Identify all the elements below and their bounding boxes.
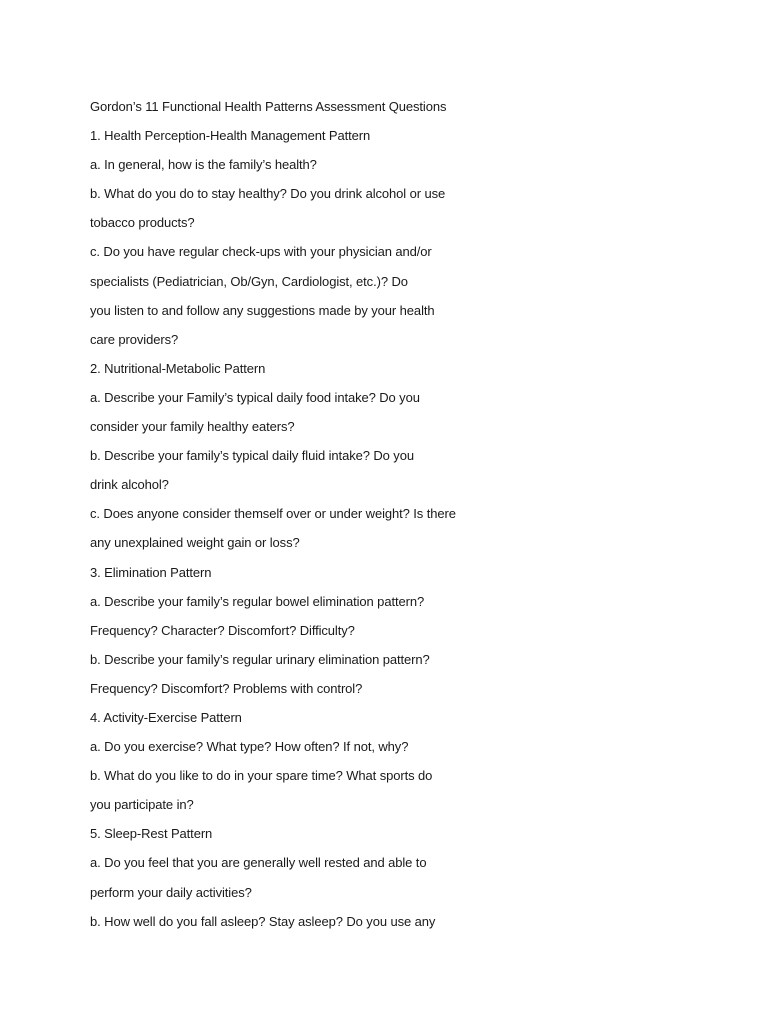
question-line: Frequency? Character? Discomfort? Difficulty?	[90, 622, 355, 638]
question-line: Frequency? Discomfort? Problems with control?	[90, 680, 363, 696]
section-heading-nutritional-metabolic: 2. Nutritional-Metabolic Pattern	[90, 360, 266, 376]
question-line: any unexplained weight gain or loss?	[90, 535, 300, 551]
question-line: consider your family healthy eaters?	[90, 419, 295, 435]
question-line: tobacco products?	[90, 215, 195, 231]
question-line: a. In general, how is the family’s health?	[90, 157, 317, 173]
question-line: you participate in?	[90, 797, 194, 813]
question-line: b. What do you do to stay healthy? Do you drink alcohol or use	[90, 186, 446, 202]
section-heading-activity-exercise: 4. Activity-Exercise Pattern	[90, 709, 242, 725]
question-line: a. Do you feel that you are generally well rested and able to	[90, 855, 427, 871]
question-line: perform your daily activities?	[90, 884, 252, 900]
document-title: Gordon’s 11 Functional Health Patterns Assessment Questions	[90, 99, 447, 114]
question-line: b. Describe your family’s typical daily fluid intake? Do you	[90, 448, 414, 464]
question-line: you listen to and follow any suggestions made by your health	[90, 302, 435, 318]
question-line: drink alcohol?	[90, 477, 169, 493]
document-body	[90, 92, 690, 936]
question-line: b. Describe your family’s regular urinary elimination pattern?	[90, 651, 430, 667]
question-line: specialists (Pediatrician, Ob/Gyn, Cardiologist, etc.)? Do	[90, 273, 408, 289]
question-line: c. Do you have regular check-ups with your physician and/or	[90, 244, 432, 260]
section-heading-elimination: 3. Elimination Pattern	[90, 564, 212, 580]
section-heading-sleep-rest: 5. Sleep-Rest Pattern	[90, 826, 213, 842]
question-line: a. Describe your Family’s typical daily food intake? Do you	[90, 389, 420, 405]
question-line: b. What do you like to do in your spare time? What sports do	[90, 768, 433, 784]
section-heading-health-perception: 1. Health Perception-Health Management Pattern	[90, 128, 371, 144]
question-line: a. Describe your family’s regular bowel elimination pattern?	[90, 593, 425, 609]
question-line: care providers?	[90, 331, 179, 347]
question-line: a. Do you exercise? What type? How often? If not, why?	[90, 739, 409, 755]
question-line: c. Does anyone consider themself over or under weight? Is there	[90, 506, 456, 522]
question-line: b. How well do you fall asleep? Stay asleep? Do you use any	[90, 913, 436, 929]
